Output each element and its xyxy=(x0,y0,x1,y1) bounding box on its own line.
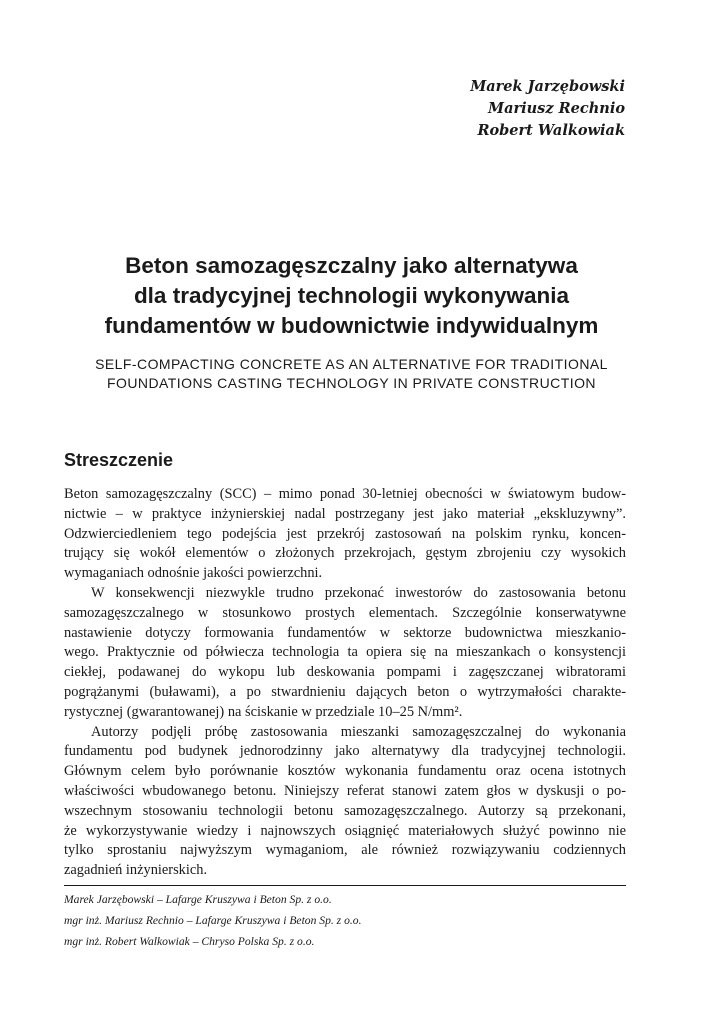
abstract-line: nictwie – w praktyce inżynierskiej nadal postrzegany jest jako materiał „ekskluzywny”. xyxy=(64,505,626,522)
footnote-affiliation: mgr inż. Mariusz Rechnio – Lafarge Kruszywa i Beton Sp. z o.o. xyxy=(64,914,362,927)
abstract-line: fundamentu pod budynek jednorodzinny jako alternatywy dla tradycyjnej technologii. xyxy=(64,743,626,760)
abstract-line: samozagęszczalnego w stosunkowo prostych elementach. Szczególnie konserwatywne xyxy=(64,604,626,621)
title-line: Beton samozagęszczalny jako alternatywa xyxy=(125,253,578,278)
abstract-line: że wykorzystywanie wiedzy i najnowszych osiągnięć materiałowych służyć powinno nie xyxy=(64,822,626,839)
abstract-line: zagadnień inżynierskich. xyxy=(64,862,208,879)
paper-title xyxy=(40,251,663,341)
title-line: dla tradycyjnej technologii wykonywania xyxy=(133,283,570,308)
author-list xyxy=(470,76,625,142)
abstract-line: wszechnym stosowaniu technologii betonu samozagęszczalnego. Autorzy są przekonani, xyxy=(64,802,626,819)
footnote-affiliation: mgr inż. Robert Walkowiak – Chryso Polska Sp. z o.o. xyxy=(64,935,315,948)
abstract-line: trujący się wokół elementów o złożonych przekrojach, gęstym zbrojeniu czy wysokich xyxy=(64,545,626,562)
abstract-line: właściwości wbudowanego betonu. Niniejszy referat stanowi zatem głos w dyskusji o po- xyxy=(64,782,626,799)
abstract-line: ciekłej, podawanej do wykopu lub deskowania pompami i zagęszczanej wibratorami xyxy=(64,664,626,681)
author-name: Mariusz Rechnio xyxy=(488,100,625,117)
section-heading-abstract: Streszczenie xyxy=(64,450,174,470)
author-name: Robert Walkowiak xyxy=(477,122,625,139)
abstract-line: Autorzy podjęli próbę zastosowania mieszanki samozagęszczalnej do wykonania xyxy=(91,723,626,740)
abstract-line: W konsekwencji niezwykle trudno przekonać inwestorów do zastosowania betonu xyxy=(91,584,626,601)
abstract-line: Odzwierciedleniem tego podejścia jest przekrój zastosowań na polskim rynku, koncen- xyxy=(64,525,626,542)
abstract-line: wymaganiach odnośnie jakości powierzchni. xyxy=(64,565,323,582)
abstract-body xyxy=(64,485,626,881)
abstract-line: tylko sprostaniu najwyższym wymaganiom, ale również rozwiązywaniu codziennych xyxy=(64,842,626,859)
abstract-line: rystycznej (gwarantowanej) na ściskanie w przedziale 10–25 N/mm². xyxy=(64,703,463,720)
subtitle-line: SELF-COMPACTING CONCRETE AS AN ALTERNATIVE FOR TRADITIONAL xyxy=(95,356,608,372)
paper-subtitle-english xyxy=(40,355,663,393)
title-line: fundamentów w budownictwie indywidualnym xyxy=(104,313,599,338)
footnote-affiliation: Marek Jarzębowski – Lafarge Kruszywa i Beton Sp. z o.o. xyxy=(64,893,332,906)
abstract-line: Głównym celem było porównanie kosztów wykonania fundamentu oraz ocena istotnych xyxy=(64,763,626,780)
abstract-line: pogrążanymi (buławami), a po stwardnieniu dających beton o wytrzymałości charakte- xyxy=(64,683,626,700)
abstract-line: wego. Praktycznie od półwiecza technologia ta opiera się na mieszankach o konsystencji xyxy=(64,644,626,661)
author-name: Marek Jarzębowski xyxy=(470,78,625,95)
footnotes xyxy=(64,889,361,952)
abstract-line: nastawienie dotyczy formowania fundamentów w sektorze budownictwa mieszkanio- xyxy=(64,624,626,641)
footnote-divider xyxy=(64,885,626,886)
abstract-line: Beton samozagęszczalny (SCC) – mimo ponad 30-letniej obecności w światowym budow- xyxy=(64,486,626,502)
subtitle-line: FOUNDATIONS CASTING TECHNOLOGY IN PRIVATE CONSTRUCTION xyxy=(107,375,596,391)
